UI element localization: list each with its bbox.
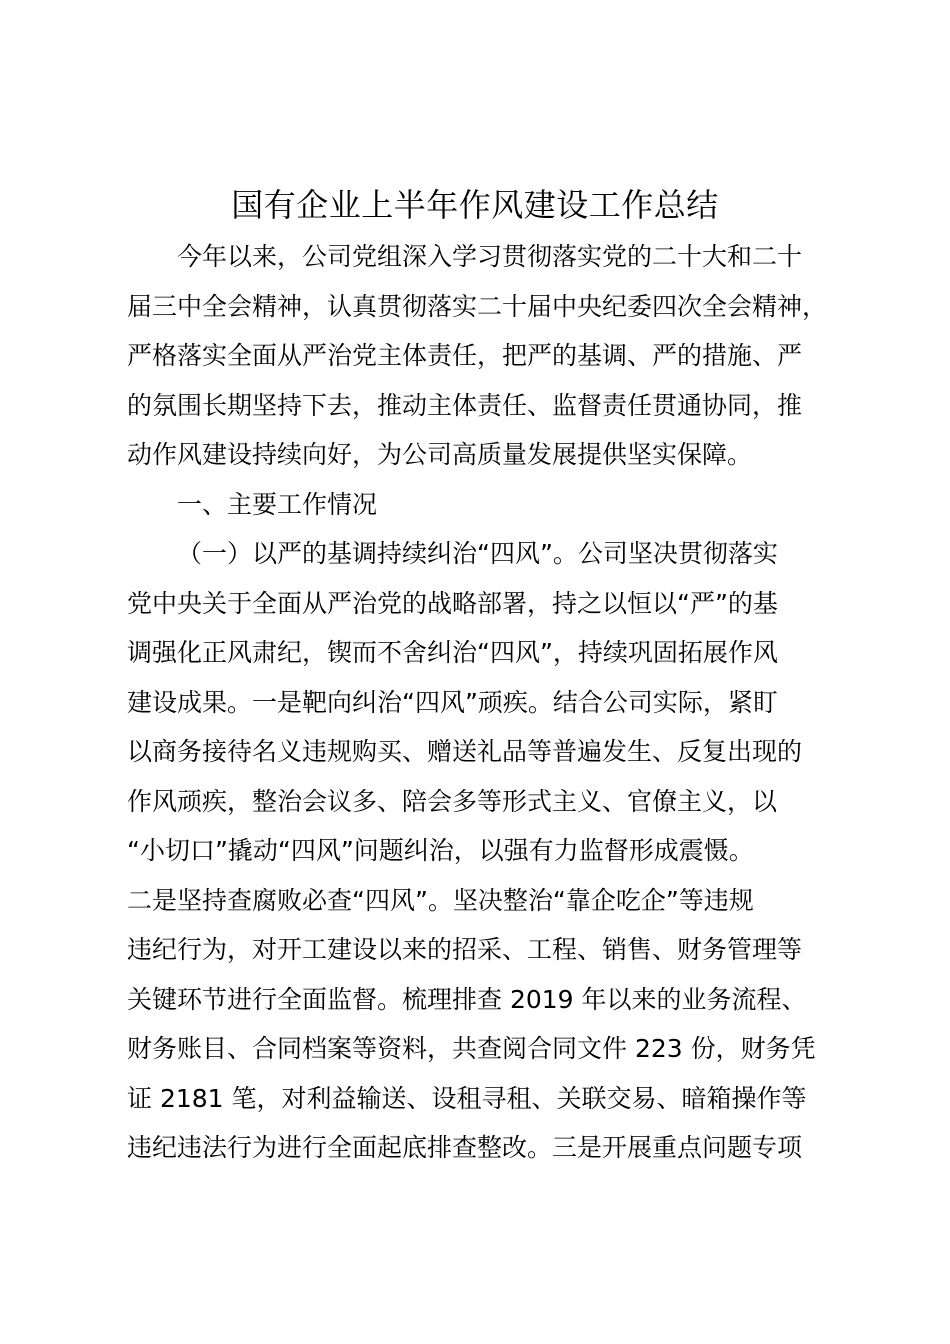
subsection-line: （一）以严的基调持续纠治“四风”。公司坚决贯彻落实 [177,539,778,568]
paragraph-line: 的氛围长期坚持下去，推动主体责任、监督责任贯通协同，推 [127,390,803,420]
paragraph-line: “小切口”撬动“四风”问题纠治，以强有力监督形成震慑。 [127,836,754,865]
paragraph-line: 建设成果。一是靶向纠治“四风”顽疾。结合公司实际，紧盯 [127,687,778,717]
paragraph-line: 今年以来，公司党组深入学习贯彻落实党的二十大和二十 [177,242,803,271]
paragraph-line: 二是坚持查腐败必查“四风”。坚决整治“靠企吃企”等违规 [127,885,754,915]
document-body [127,232,833,1173]
paragraph-line: 关键环节进行全面监督。梳理排查 2019 年以来的业务流程、 [127,984,807,1014]
paragraph-line: 违纪违法行为进行全面起底排查整改。三是开展重点问题专项 [127,1133,803,1162]
paragraph-line: 财务账目、合同档案等资料，共查阅合同文件 223 份，财务凭 [127,1034,816,1063]
paragraph-line: 调强化正风肃纪，锲而不舍纠治“四风”，持续巩固拓展作风 [127,638,778,667]
paragraph-line: 违纪行为，对开工建设以来的招采、工程、销售、财务管理等 [127,935,803,964]
paragraph-line: 党中央关于全面从严治党的战略部署，持之以恒以“严”的基 [127,588,778,618]
paragraph-line: 动作风建设持续向好，为公司高质量发展提供坚实保障。 [127,440,753,469]
section-heading: 一、主要工作情况 [177,489,378,519]
paragraph-line: 作风顽疾，整治会议多、陪会多等形式主义、官僚主义，以 [127,786,778,816]
paragraph-line: 以商务接待名义违规购买、赠送礼品等普遍发生、反复出现的 [127,737,803,766]
document-title: 国有企业上半年作风建设工作总结 [231,186,719,224]
paragraph-line: 证 2181 笔，对利益输送、设租寻租、关联交易、暗箱操作等 [127,1083,807,1113]
paragraph-line: 严格落实全面从严治党主体责任，把严的基调、严的措施、严 [127,341,803,370]
paragraph-line: 届三中全会精神，认真贯彻落实二十届中央纪委四次全会精神， [127,291,828,321]
